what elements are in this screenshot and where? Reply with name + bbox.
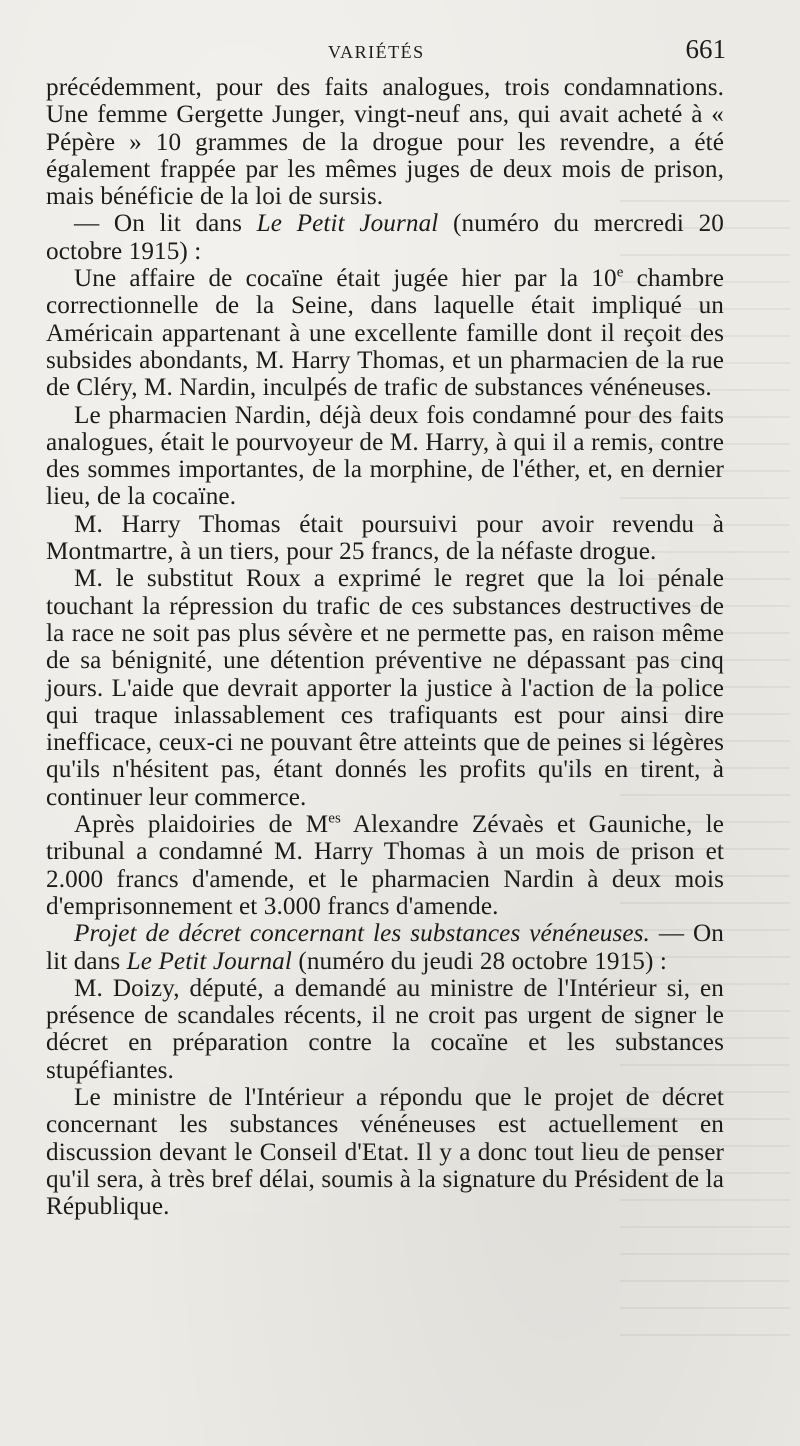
paragraph-substitut [46,565,724,811]
journal-title: Le Petit Journal [126,947,292,975]
paragraph-text: (numéro du mercredi 20 octobre 1915) : [46,210,725,265]
paragraph-text: Le pharmacien Nardin, déjà deux fois condamné pour des faits analogues, était le pourvoyeur de M. Harry, à qui il a remis, contre des sommes importantes, de la morphine, de l'éther, et, en dernier lieu, de la cocaïne. [46,401,724,511]
paragraph-text: M. le substitut Roux a exprimé le regret que la loi pénale touchant la répression du trafic de ces substances destructives de la race ne soit pas plus sévère et ne permette pas, en raison même de sa bénignité, une détention préventive ne dépassant pas cinq jours. L'aide que devrait apporter la justice à l'action de la police qui traque inlassablement ces trafiquants est pour ainsi dire inefficace, ceux-ci ne pouvant être atteints que de peines si légères qu'ils n'hésitent pas, étant donnés les profits qu'ils en tirent, à continuer leur commerce. [46,565,724,811]
paragraph-text: précédemment, pour des faits analogues, trois condamnations. Une femme Gergette Junger, vingt-neuf ans, qui avait acheté à « Pépère » 10 grammes de la drogue pour les revendre, a été également frappée par les mêmes juges de deux mois de prison, mais bénéficie de la loi de sursis. [46,74,724,211]
paragraph-doizy [46,975,724,1084]
paragraph-text: — On lit dans [74,210,257,238]
paragraph-text: (numéro du jeudi 28 octobre 1915) : [291,947,667,975]
paragraph-verdict [46,811,724,920]
superscript: e [616,264,624,281]
superscript: es [328,810,341,827]
paragraph-pharmacien [46,402,724,511]
running-title: VARIÉTÉS [328,42,425,62]
paragraph-continuation [46,74,724,210]
paragraph-text: — On lit dans [46,920,724,975]
page-number: 661 [685,34,726,64]
paragraph-citation-intro [46,210,724,265]
article-body [46,74,724,1220]
paragraph-text: M. Doizy, député, a demandé au ministre de l'Intérieur si, en présence de scandales récents, il ne croit pas urgent de signer le décret en préparation contre la cocaïne et les substances stupéfiantes. [46,974,724,1084]
paragraph-affaire [46,265,724,401]
journal-title: Le Petit Journal [256,210,439,238]
paragraph-text: chambre correctionnelle de la Seine, dans laquelle était impliqué un Américain appartenant à une excellente famille dont il reçoit des subsides abondants, M. Harry Thomas, et un pharmacien de la rue de Cléry, M. Nardin, inculpés de trafic de substances vénéneuses. [46,265,724,402]
section-title: Projet de décret concernant les substances vénéneuses. [74,920,650,948]
paragraph-text: Le ministre de l'Intérieur a répondu que le projet de décret concernant les substances vénéneuses est actuellement en discussion devant le Conseil d'Etat. Il y a donc tout lieu de penser qu'il sera, à très bref délai, soumis à la signature du Président de la République. [46,1083,724,1221]
paragraph-text: Une affaire de cocaïne était jugée hier par la 10 [74,265,617,293]
paragraph-ministre [46,1084,724,1220]
paragraph-poursuite [46,511,724,566]
paragraph-projet-decret [46,920,724,975]
paragraph-text: Alexandre Zévaès et Gauniche, le tribunal a condamné M. Harry Thomas à un mois de prison et 2.000 francs d'amende, et le pharmacien Nardin à deux mois d'emprisonnement et 3.000 francs d'amende. [46,811,724,920]
paragraph-text: Après plaidoiries de M [74,811,329,839]
paragraph-text: M. Harry Thomas était poursuivi pour avoir revendu à Montmartre, à un tiers, pour 25 francs, de la néfaste drogue. [46,510,724,566]
running-head [46,34,726,68]
